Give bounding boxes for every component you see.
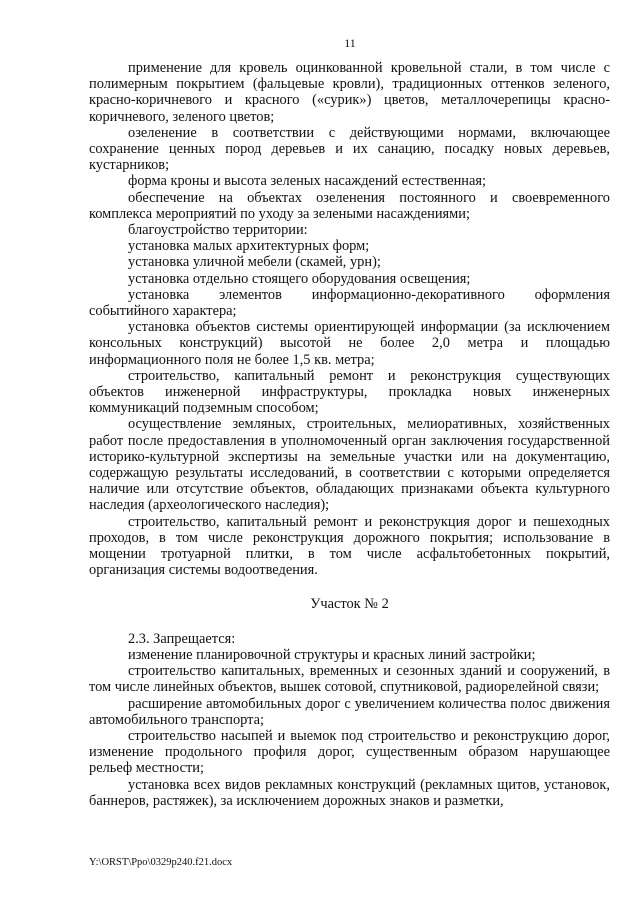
paragraph: строительство капитальных, временных и сезонных зданий и сооружений, в том числе линейных объектов, вышек сотовой, спутниковой, радиорелейной связи; [89,663,610,696]
paragraph: установка малых архитектурных форм; [128,238,370,255]
footer-file-path: Y:\ORST\Ppo\0329p240.f21.docx [89,857,233,868]
paragraph: установка элементов информационно-декоративного оформления событийного характера; [89,286,610,320]
paragraph: строительство насыпей и выемок под строительство и реконструкцию дорог, изменение продольного профиля дорог, существенным образом нарушающее рельеф местности; [89,727,610,777]
paragraph: установка всех видов рекламных конструкций (рекламных щитов, установок, баннеров, растяжек), за исключением дорожных знаков и разметки, [89,776,610,809]
page-number: 11 [344,36,356,50]
paragraph: расширение автомобильных дорог с увеличением количества полос движения автомобильного транспорта; [89,695,610,728]
document-body [89,60,610,809]
paragraph: установка отдельно стоящего оборудования освещения; [128,270,471,287]
paragraph: установка уличной мебели (скамей, урн); [128,254,381,271]
paragraph: строительство, капитальный ремонт и реконструкция существующих объектов инженерной инфраструктуры, прокладка новых инженерных коммуникаций подземным способом; [89,367,610,417]
paragraph: благоустройство территории: [128,222,308,239]
paragraph: озеленение в соответствии с действующими нормами, включающее сохранение ценных пород деревьев и их санацию, посадку новых деревьев, кустарников; [89,124,610,174]
paragraph: 2.3. Запрещается: [128,630,236,647]
paragraph: изменение планировочной структуры и красных линий застройки; [128,646,536,663]
paragraph: установка объектов системы ориентирующей информации (за исключением консольных конструкций) высотой не более 2,0 метра и площадью информационного поля не более 1,5 кв. метра; [89,319,610,368]
paragraph: обеспечение на объектах озеленения постоянного и своевременного комплекса мероприятий по уходу за зелеными насаждениями; [89,189,610,222]
paragraph: форма кроны и высота зеленых насаждений естественная; [128,173,486,190]
paragraph: строительство, капитальный ремонт и реконструкция дорог и пешеходных проходов, в том числе реконструкция дорожного покрытия; использование в мощении тротуарной плитки, в том числе асфальтобетонных покрытий, организация системы водоотведения. [89,513,610,579]
section-heading: Участок № 2 [310,595,389,612]
paragraph: применение для кровель оцинкованной кровельной стали, в том числе с полимерным покрытием (фальцевые кровли), традиционных оттенков зеленого, красно-коричневого и красного («сурик») цветов, металлочерепицы красно-коричневого, зеленого цветов; [89,60,610,125]
paragraph: осуществление земляных, строительных, мелиоративных, хозяйственных работ после предоставления в уполномоченный орган заключения государственной историко-культурной экспертизы на земельные участки или на документацию, содержащую результаты исследований, в соответствии с которыми определяется наличие или отсутствие объектов, обладающих признаками объекта культурного наследия (археологического наследия); [89,416,610,514]
